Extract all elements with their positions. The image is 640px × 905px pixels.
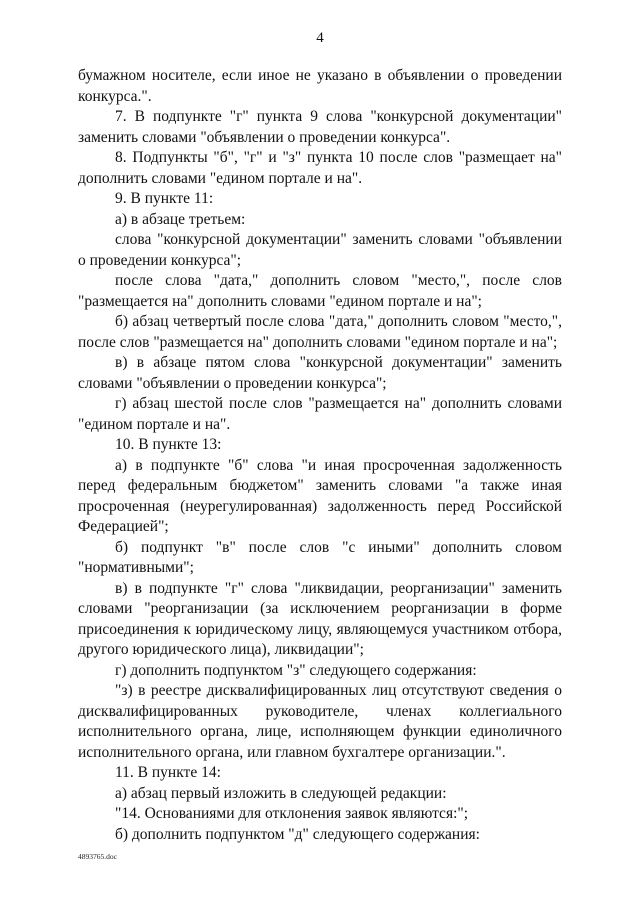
paragraph: б) подпункт "в" после слов "с иными" дополнить словом "нормативными"; xyxy=(78,538,562,576)
paragraph: 8. Подпункты "б", "г" и "з" пункта 10 после слов "размещает на" дополнить словами "едином портале и на". xyxy=(78,149,562,187)
document-footer-filename: 4893765.doc xyxy=(78,852,117,861)
paragraph: "14. Основаниями для отклонения заявок являются:"; xyxy=(115,805,469,822)
paragraph: в) в абзаце пятом слова "конкурсной документации" заменить словами "объявлении о проведении конкурса"; xyxy=(78,354,562,392)
paragraph: б) абзац четвертый после слова "дата," дополнить словом "место,", после слов "размещается на" дополнить словами "едином портале и на"; xyxy=(78,313,562,351)
paragraph: б) дополнить подпунктом "д" следующего содержания: xyxy=(115,825,480,843)
paragraph: бумажном носителе, если иное не указано в объявлении о проведении конкурса.". xyxy=(78,67,562,105)
paragraph: а) в абзаце третьем: xyxy=(115,210,246,228)
paragraph: 9. В пункте 11: xyxy=(115,190,214,207)
paragraph: г) абзац шестой после слов "размещается на" дополнить словами "едином портале и на". xyxy=(78,395,562,433)
paragraph: слова "конкурсной документации" заменить словами "объявлении о проведении конкурса"; xyxy=(78,231,562,269)
paragraph: 11. В пункте 14: xyxy=(115,764,221,781)
paragraph: а) в подпункте "б" слова "и иная просроченная задолженность перед федеральным бюджетом" заменить словами "а также иная просроченная (неурегулированная) задолженность перед Российской Федерацией"; xyxy=(78,456,562,535)
paragraph: 7. В подпункте "г" пункта 9 слова "конкурсной документации" заменить словами "объявлении о проведении конкурса". xyxy=(78,108,562,146)
paragraph: г) дополнить подпунктом "з" следующего содержания: xyxy=(115,661,477,679)
paragraph: а) абзац первый изложить в следующей редакции: xyxy=(115,784,447,802)
paragraph: после слова "дата," дополнить словом "место,", после слов "размещается на" дополнить словами "едином портале и на"; xyxy=(78,272,562,310)
paragraph: 10. В пункте 13: xyxy=(115,436,222,453)
paragraph: в) в подпункте "г" слова "ликвидации, реорганизации" заменить словами "реорганизации (за исключением реорганизации в форме присоединения к юридическому лицу, являющемуся участником отбора, другого юридического лица), ликвидации"; xyxy=(78,579,562,658)
document-body xyxy=(78,66,562,845)
page-number: 4 xyxy=(316,30,324,46)
paragraph: "з) в реестре дисквалифицированных лиц отсутствуют сведения о дисквалифицированных руководителе, членах коллегиального исполнительного органа, лице, исполняющем функции единоличного исполнительного органа, или главном бухгалтере организации.". xyxy=(78,682,562,761)
